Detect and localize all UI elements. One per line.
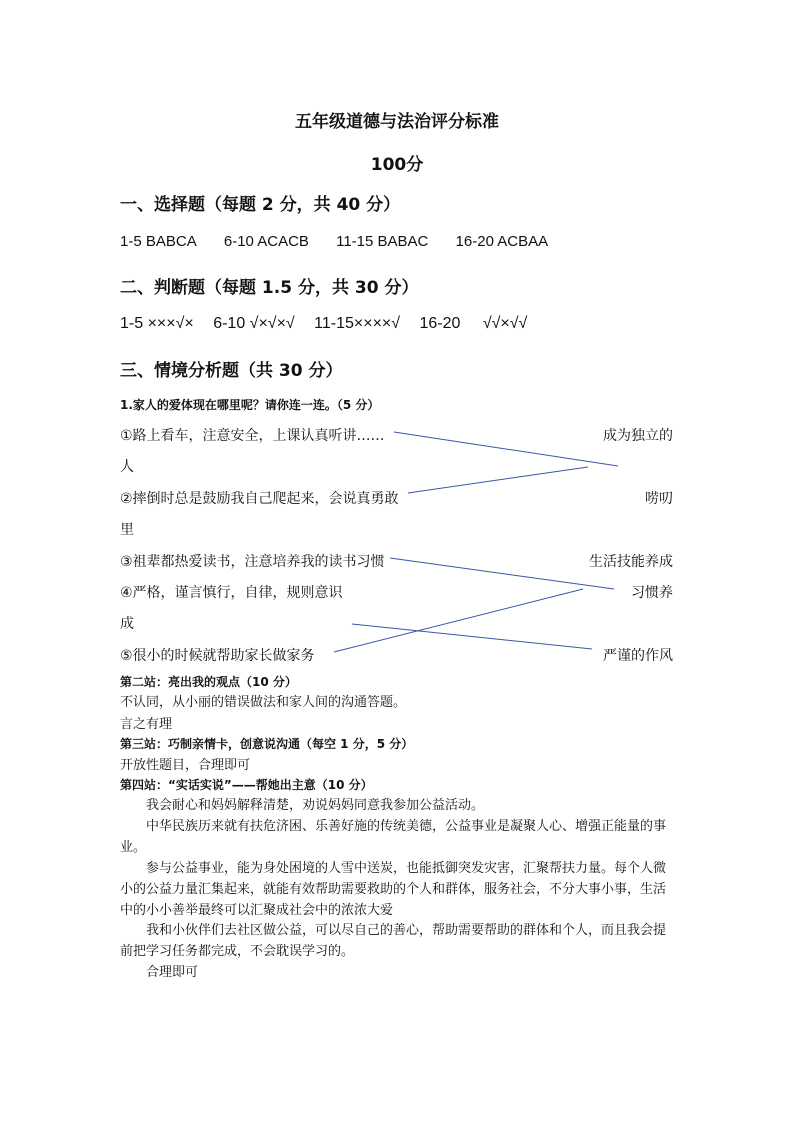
right-item-2: 唠叨 [645, 491, 673, 507]
right-item-1: 成为独立的 [603, 428, 673, 444]
match-line [334, 589, 583, 652]
section1-heading: 一、选择题（每题 2 分，共 40 分） [120, 195, 401, 215]
station4-paragraph: 中华民族历来就有扶危济困、乐善好施的传统美德，公益事业是凝聚人心、增强正能量的事业。 [120, 819, 667, 855]
station2-line: 言之有理 [120, 717, 173, 732]
answer-group: 6-10 ACACB [223, 233, 309, 250]
answer-group: 1-5 ×××√× [120, 315, 194, 332]
station2-line: 不认同，从小丽的错误做法和家人间的沟通答题。 [120, 695, 407, 710]
match-line [390, 558, 614, 589]
left-item-2-wrap: 里 [120, 522, 134, 538]
section3-heading: 三、情境分析题（共 30 分） [120, 361, 343, 381]
answer-group: 11-15××××√ [314, 315, 401, 332]
station3-line: 开放性题目，合理即可 [120, 758, 251, 773]
station4-paragraph: 我会耐心和妈妈解释清楚，劝说妈妈同意我参加公益活动。 [146, 798, 485, 813]
right-item-5: 严谨的作风 [603, 648, 673, 664]
section2-heading: 二、判断题（每题 1.5 分，共 30 分） [120, 278, 419, 298]
question-1: 1.家人的爱体现在哪里呢？请你连一连。（5 分） [120, 398, 380, 412]
answer-group: 1-5 BABCA [120, 233, 197, 250]
answer-group: 6-10 √×√×√ [213, 315, 295, 332]
answer-group: 16-20 ACBAA [455, 233, 549, 250]
station3-heading: 第三站：巧制亲情卡，创意说沟通（每空 1 分，5 分） [120, 737, 414, 751]
match-line [352, 624, 592, 649]
left-item-5: ⑤很小的时候就帮助家长做家务 [120, 648, 315, 664]
left-item-3: ③祖辈都热爱读书，注意培养我的读书习惯 [120, 554, 385, 570]
answer-group: 11-15 BABAC [336, 233, 429, 250]
station2-heading: 第二站：亮出我的观点（10 分） [120, 675, 297, 689]
station4-paragraph: 合理即可 [146, 965, 199, 980]
match-line [394, 432, 618, 466]
left-item-2: ②摔倒时总是鼓励我自己爬起来，会说真勇敢 [120, 491, 399, 507]
left-item-4: ④严格，谨言慎行，自律，规则意识 [120, 585, 343, 601]
answer-group: √√×√√ [482, 315, 528, 332]
right-item-4: 习惯养 [631, 585, 673, 601]
total-score: 100分 [370, 155, 424, 175]
station4-paragraph: 我和小伙伴们去社区做公益，可以尽自己的善心，帮助需要帮助的群体和个人，而且我会提前把学习任务都完成，不会耽误学习的。 [120, 923, 667, 959]
left-item-1: ①路上看车，注意安全，上课认真听讲…… [120, 428, 385, 444]
left-item-4-wrap: 成 [120, 616, 134, 632]
page-title: 五年级道德与法治评分标准 [295, 112, 499, 132]
station4-heading: 第四站：“实话实说”——帮她出主意（10 分） [120, 778, 373, 792]
station4-paragraph: 参与公益事业，能为身处困境的人雪中送炭，也能抵御突发灾害，汇聚帮扶力量。每个人微小的公益力量汇集起来，就能有效帮助需要救助的个人和群体，服务社会，不分大事小事，生活中的小小善举最终可以汇聚成社会中的浓浓大爱 [120, 861, 667, 918]
right-item-3: 生活技能养成 [589, 554, 673, 570]
match-line [408, 467, 588, 493]
answer-group: 16-20 [419, 315, 461, 332]
left-item-1-wrap: 人 [120, 459, 134, 475]
